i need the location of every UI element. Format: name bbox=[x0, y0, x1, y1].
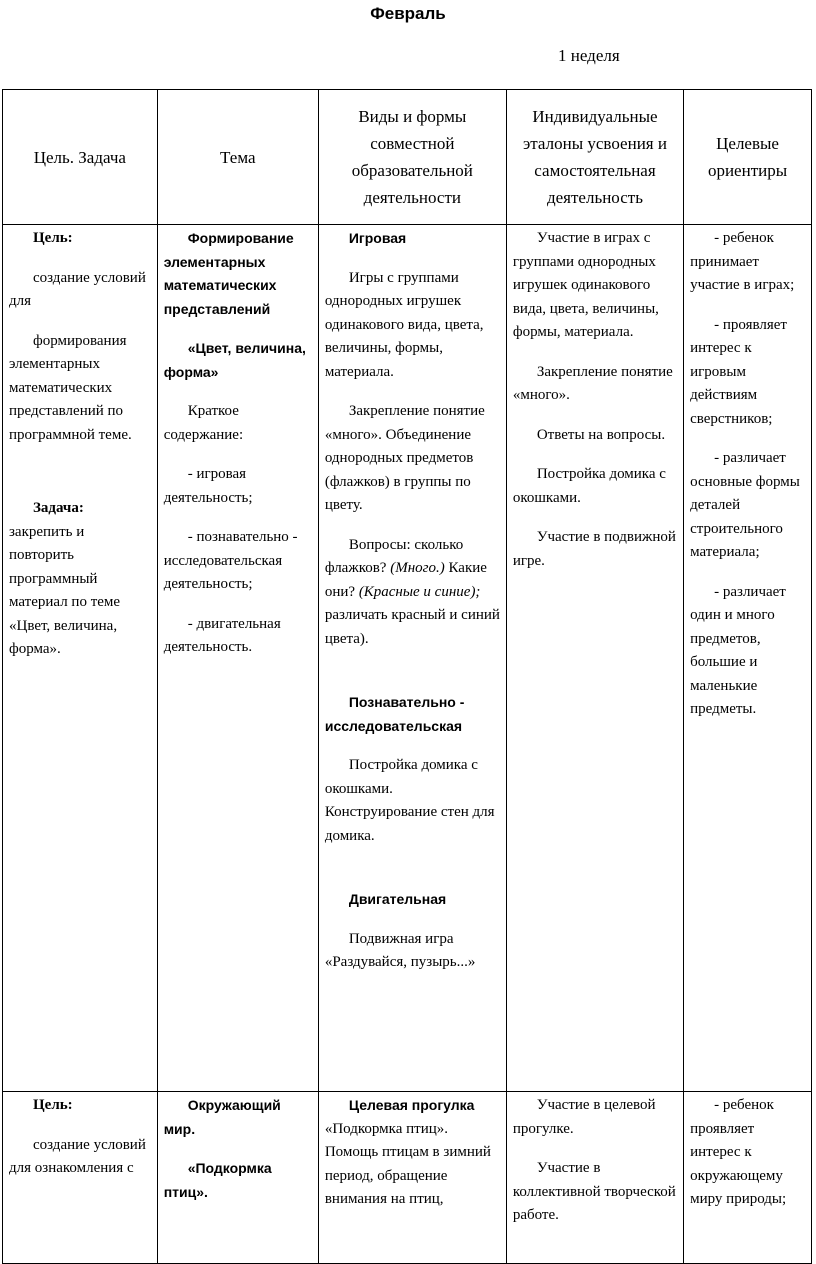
cell-activities bbox=[318, 225, 506, 1092]
activity-text: Постройка домика с окошками. Конструирование стен для домика. bbox=[324, 757, 495, 844]
target-text: - различает основные формы деталей строительного материала; bbox=[690, 450, 800, 560]
plan-table bbox=[2, 89, 812, 1264]
questions-text: различать красный и синий цвета). bbox=[324, 607, 500, 647]
activity-heading: Целевая прогулка bbox=[348, 1097, 475, 1113]
goal-label: Цель: bbox=[33, 1097, 73, 1113]
individual-text: Ответы на вопросы. bbox=[536, 426, 666, 443]
individual-text: Участие в подвижной игре. bbox=[512, 529, 676, 569]
table-header-row bbox=[3, 90, 812, 225]
activity-text: Подвижная игра «Раздувайся, пузырь...» bbox=[324, 930, 476, 970]
questions-text: Вопросы: сколько флажков? bbox=[324, 536, 464, 576]
individual-text: Постройка домика с окошками. bbox=[512, 466, 666, 506]
table-row bbox=[3, 225, 812, 1092]
target-text: - ребенок проявляет интерес к окружающему миру природы; bbox=[690, 1097, 787, 1207]
col-header-targets: Целевые ориентиры bbox=[684, 90, 812, 225]
theme-name: «Подкормка птиц». bbox=[163, 1160, 272, 1200]
individual-text: Закрепление понятие «много». bbox=[512, 363, 673, 403]
questions-answer: (Много.) bbox=[390, 560, 445, 576]
task-text: закрепить и повторить программный материал по теме «Цвет, величина, форма». bbox=[9, 523, 121, 657]
activity-heading: Познавательно - исследовательская bbox=[324, 694, 465, 734]
target-text: - проявляет интерес к игровым действиям сверстников; bbox=[690, 316, 787, 427]
col-header-individual: Индивидуальные эталоны усвоения и самостоятельная деятельность bbox=[506, 90, 683, 225]
table-row bbox=[3, 1092, 812, 1264]
activity-heading: Двигательная bbox=[348, 891, 447, 907]
activity-text: Закрепление понятие «много». Объединение однородных предметов (флажков) в группы по цвету. bbox=[324, 403, 485, 513]
questions-text: Какие они? bbox=[324, 560, 487, 600]
theme-item: - игровая деятельность; bbox=[163, 466, 253, 506]
individual-text: Участие в целевой прогулке. bbox=[512, 1097, 656, 1137]
col-header-goal: Цель. Задача bbox=[3, 90, 158, 225]
cell-individual bbox=[506, 1092, 683, 1264]
week-label: 1 неделя bbox=[558, 46, 620, 65]
target-text: - ребенок принимает участие в играх; bbox=[690, 230, 795, 293]
col-header-theme: Тема bbox=[157, 90, 318, 225]
cell-theme bbox=[157, 1092, 318, 1264]
cell-targets bbox=[684, 225, 812, 1092]
cell-individual bbox=[506, 225, 683, 1092]
task-label: Задача: bbox=[33, 500, 84, 516]
theme-name: «Цвет, величина, форма» bbox=[163, 340, 306, 380]
target-text: - различает один и много предметов, большие и маленькие предметы. bbox=[690, 583, 786, 717]
questions-answer: (Красные и синие); bbox=[358, 583, 481, 600]
theme-title: Формирование элементарных математических представлений bbox=[163, 230, 294, 317]
activity-questions bbox=[325, 534, 501, 652]
activity-text: «Подкормка птиц». Помощь птицам в зимний период, обращение внимания на птиц, bbox=[324, 1120, 491, 1207]
individual-text: Участие в коллективной творческой работе. bbox=[512, 1160, 676, 1223]
theme-item: - двигательная деятельность. bbox=[163, 615, 281, 655]
activity-heading: Игровая bbox=[348, 230, 407, 246]
cell-theme bbox=[157, 225, 318, 1092]
col-header-activities: Виды и формы совместной образовательной деятельности bbox=[318, 90, 506, 225]
theme-title: Окружающий мир. bbox=[163, 1097, 281, 1137]
goal-label: Цель: bbox=[33, 230, 73, 246]
cell-targets bbox=[684, 1092, 812, 1264]
goal-text-1: создание условий для bbox=[9, 269, 146, 309]
page-title: Февраль bbox=[370, 4, 446, 23]
goal-text-1: создание условий для ознакомления с bbox=[9, 1136, 146, 1176]
individual-text: Участие в играх с группами однородных игрушек одинакового вида, цвета, величины, формы, материала. bbox=[512, 230, 659, 340]
theme-summary: Краткое содержание: bbox=[163, 403, 244, 443]
cell-activities bbox=[318, 1092, 506, 1264]
cell-goal bbox=[3, 1092, 158, 1264]
cell-goal bbox=[3, 225, 158, 1092]
goal-text-2: формирования элементарных математических представлений по программной теме. bbox=[9, 332, 132, 443]
theme-item: - познавательно - исследовательская деятельность; bbox=[163, 529, 298, 592]
activity-text: Игры с группами однородных игрушек одинакового вида, цвета, величины, формы, материала. bbox=[324, 269, 484, 380]
